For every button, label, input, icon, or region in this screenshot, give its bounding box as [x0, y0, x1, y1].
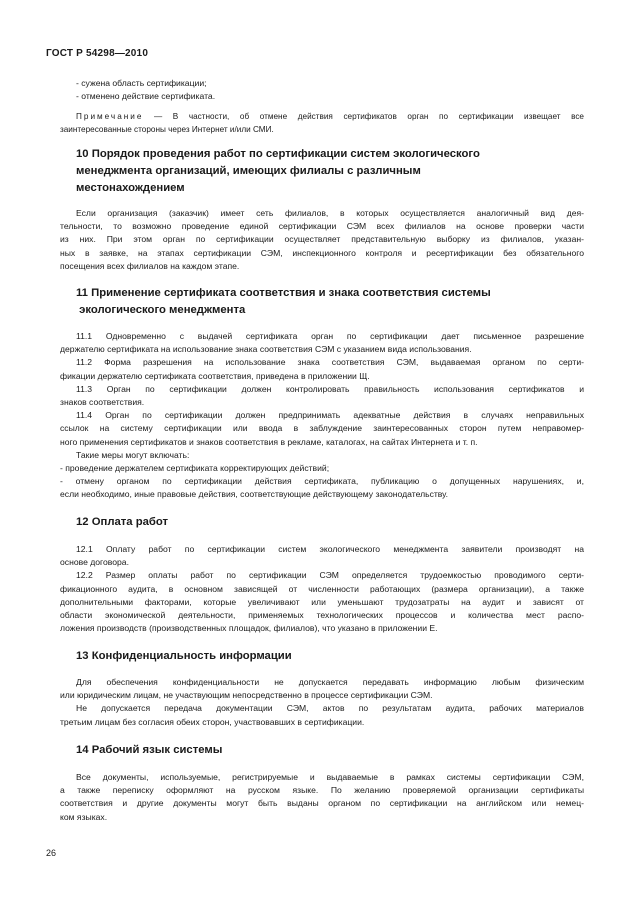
section-10-body — [60, 207, 584, 273]
paragraph-line: основе договора. — [60, 557, 129, 568]
paragraph-line: тельности, то возможно проведение единой сертификации СЭМ всех филиалов на основе проверки части — [60, 221, 584, 232]
paragraph-line: 12.2 Размер оплаты работ по сертификации СЭМ определяется трудоемкостью проводимого серти- — [76, 570, 584, 581]
paragraph-line: соответствия и другие документы могут быть выданы органом по сертификации на английском или немец- — [60, 798, 584, 809]
paragraph-line: фикационного аудита, в основном зависящей от численности работающих (размера организации), а также — [60, 583, 584, 594]
section-14-title: 14 Рабочий язык системы — [76, 744, 223, 756]
section-10-title: 10 Порядок проведения работ по сертификации систем экологического менеджмента организаций, имеющих филиалы с различным местонахождением — [76, 148, 480, 194]
page-number: 26 — [46, 848, 57, 858]
paragraph-line: ного применения сертификатов и знаков соответствия в рекламе, каталогах, на сайтах Интернета и т. п. — [60, 436, 478, 447]
paragraph-line: ных в заявке, на этапах сертификации СЭМ, инспекционного контроля и ресертификации без обязательного — [60, 247, 584, 258]
note-text: — В частности, об отмене действия сертификатов орган по сертификации извещает все — [143, 112, 584, 121]
note-line: заинтересованные стороны через Интернет и/или СМИ. — [60, 125, 274, 135]
paragraph-line: Все документы, используемые, регистрируемые и выдаваемые в рамках системы сертификации СЭМ, — [76, 772, 584, 782]
paragraph-line: Для обеспечения конфиденциальности не допускается передавать информацию любым физическим — [76, 677, 584, 687]
paragraph-line: дополнительными факторами, которые увеличивают или уменьшают трудозатраты на аудит и зависят от — [60, 596, 584, 607]
paragraph-line: из них. При этом орган по сертификации осуществляет представительную выборку из филиалов, указан- — [60, 234, 584, 245]
paragraph-line: Если организация (заказчик) имеет сеть филиалов, в которых осуществляется аналогичный вид дея- — [76, 208, 584, 218]
note — [60, 110, 584, 136]
intro-list — [60, 77, 584, 103]
list-item: - сужена область сертификации; — [76, 78, 207, 88]
section-11-title: 11 Применение сертификата соответствия и знака соответствия системы экологического менеджмента — [76, 287, 491, 316]
paragraph-line: если необходимо, иные правовые действия, соответствующие действующему законодательству. — [60, 489, 449, 500]
note-line — [60, 110, 584, 123]
document-header: ГОСТ Р 54298—2010 — [46, 48, 149, 59]
paragraph-line: 11.4 Орган по сертификации должен предпринимать адекватные действия в случаях неправильных — [76, 410, 584, 421]
list-item: - проведение держателем сертификата корректирующих действий; — [60, 463, 330, 474]
note-label: Примечание — [76, 112, 144, 121]
paragraph-line: ком языках. — [60, 811, 108, 822]
section-13-title: 13 Конфиденциальность информации — [76, 650, 292, 662]
list-item: - отменено действие сертификата. — [76, 91, 216, 102]
section-12-title: 12 Оплата работ — [76, 516, 169, 528]
paragraph-line: ссылок на систему сертификации или ввода в заблуждение заинтересованных сторон путем неправомер- — [60, 423, 584, 434]
paragraph-line: держателю сертификата на использование знака соответствия СЭМ с указанием вида использования. — [60, 344, 472, 355]
paragraph-line: 11.1 Одновременно с выдачей сертификата орган по сертификации дает письменное разрешение — [76, 331, 584, 341]
paragraph-line: третьим лицам без согласия обеих сторон, участвовавших в сертификации. — [60, 716, 365, 727]
paragraph-line: а также переписку оформляют на русском языке. По желанию проверяемой организации сертификаты — [60, 785, 584, 796]
paragraph-line: знаков соответствия. — [60, 397, 145, 408]
paragraph-line: или юридическим лицам, не участвующим непосредственно в процессе сертификации СЭМ. — [60, 690, 433, 701]
list-item: - отмену органом по сертификации действия сертификата, публикацию о допущенных нарушениях, и, — [60, 476, 584, 487]
section-13-body — [60, 676, 584, 729]
paragraph-line: Не допускается передача документации СЭМ, актов по результатам аудита, рабочих материалов — [76, 703, 584, 714]
paragraph-line: фикации держателю сертификата соответствия, приведена в приложении Щ. — [60, 370, 370, 381]
section-14-body — [60, 771, 584, 824]
paragraph-line: посещения всех филиалов на каждом этапе. — [60, 260, 240, 271]
paragraph-line: 11.2 Форма разрешения на использование знака соответствия СЭМ, выдаваемая органом по серти- — [76, 357, 584, 368]
paragraph-line: 11.3 Орган по сертификации должен контролировать правильность использования сертификатов и — [76, 383, 584, 394]
section-11-body — [60, 330, 584, 502]
paragraph-line: 12.1 Оплату работ по сертификации систем экологического менеджмента заявители производят на — [76, 544, 584, 554]
section-12-body — [60, 543, 584, 635]
paragraph-line: ложения производств (производственных площадок, филиалов), что указано в приложении Е. — [60, 623, 438, 634]
paragraph-line: Такие меры могут включать: — [76, 449, 190, 460]
paragraph-line: области экономической деятельности, применяемых технологических процессов и количества мест распо- — [60, 610, 584, 621]
